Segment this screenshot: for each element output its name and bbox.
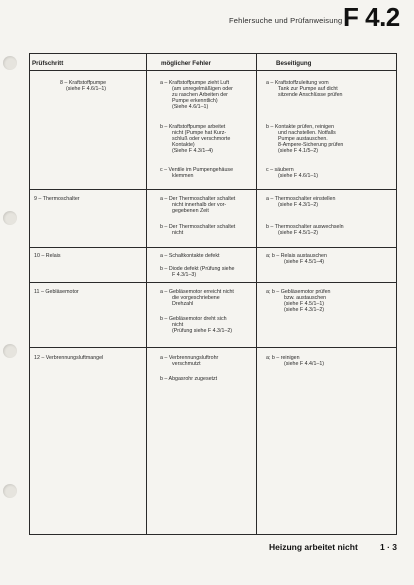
fix-cell: c – säubern (siehe F 4.6/1–1) bbox=[266, 167, 319, 180]
column-header-fault: möglicher Fehler bbox=[161, 60, 211, 67]
table-grid-line bbox=[396, 54, 397, 534]
header-separator bbox=[29, 70, 397, 71]
fix-cell: b – Thermoschalter auswechseln (siehe F 4.5/1–2) bbox=[266, 224, 344, 237]
binder-hole bbox=[3, 56, 17, 70]
fault-cell: b – Diode defekt (Prüfung siehe F 4.3/1–3) bbox=[160, 266, 235, 279]
fault-cell: a – Schaltkontakte defekt bbox=[160, 253, 220, 259]
fix-cell: a; b – Gebläsemotor prüfen bzw. austauschen (siehe F 4.5/1–1) (siehe F 4.3/1–2) bbox=[266, 289, 331, 314]
fix-cell: b – Kontakte prüfen, reinigen und nachstellen. Notfalls Pumpe austauschen. 8-Ampere-Sicherung prüfen (siehe F 4.1/5–2) bbox=[266, 124, 344, 155]
binder-hole bbox=[3, 484, 17, 498]
page-header-title: Fehlersuche und Prüfanweisung bbox=[229, 16, 343, 25]
column-header-fix: Beseitigung bbox=[276, 60, 312, 67]
table-grid-line bbox=[256, 54, 257, 534]
fault-cell: a – Kraftstoffpumpe zieht Luft (am unregelmäßigen oder zu raschen Arbeiten der Pumpe erkenntlich) (Siehe 4.6/1–1) bbox=[160, 80, 233, 111]
table-grid-line bbox=[146, 54, 147, 534]
fault-cell: a – Verbrennungsluftrohr verschmutzt bbox=[160, 355, 219, 368]
header-rule bbox=[29, 53, 397, 54]
binder-hole bbox=[3, 211, 17, 225]
fix-cell: a; b – reinigen (siehe F 4.4/1–1) bbox=[266, 355, 325, 368]
fix-cell: a – Thermoschalter einstellen (siehe F 4.3/1–2) bbox=[266, 196, 336, 209]
row-separator bbox=[29, 282, 397, 283]
fault-cell: b – Abgasrohr zugesetzt bbox=[160, 376, 218, 382]
step-cell: 8 – Kraftstoffpumpe (siehe F 4.6/1–1) bbox=[60, 80, 107, 93]
step-cell: 11 – Gebläsemotor bbox=[34, 289, 79, 295]
column-header-step: Prüfschritt bbox=[32, 60, 64, 67]
fault-cell: c – Ventile im Pumpengehäuse klemmen bbox=[160, 167, 234, 180]
fault-cell: b – Kraftstoffpumpe arbeitet nicht (Pumpe hat Kurz- schluß oder verschmorte Kontakte) (Siehe F 4.3/1–4) bbox=[160, 124, 231, 155]
fault-cell: a – Gebläsemotor erreicht nicht die vorgeschriebene Drehzahl bbox=[160, 289, 234, 308]
footer-title: Heizung arbeitet nicht bbox=[269, 542, 358, 552]
step-cell: 9 – Thermoschalter bbox=[34, 196, 80, 202]
step-cell: 12 – Verbrennungsluftmangel bbox=[34, 355, 104, 361]
fault-cell: b – Gebläsemotor dreht sich nicht (Prüfung siehe F 4.3/1–2) bbox=[160, 316, 233, 335]
fault-cell: b – Der Thermoschalter schaltet nicht bbox=[160, 224, 236, 237]
fault-cell: a – Der Thermoschalter schaltet nicht innerhalb der vor- gegebenen Zeit bbox=[160, 196, 236, 215]
fix-cell: a; b – Relais austauschen (siehe F 4.5/1–4) bbox=[266, 253, 327, 266]
row-separator bbox=[29, 189, 397, 190]
binder-hole bbox=[3, 344, 17, 358]
footer-rule bbox=[29, 534, 397, 535]
row-separator bbox=[29, 247, 397, 248]
row-separator bbox=[29, 347, 397, 348]
page-number: 1 · 3 bbox=[380, 542, 398, 552]
step-cell: 10 – Relais bbox=[34, 253, 61, 259]
table-grid-line bbox=[29, 54, 30, 534]
section-code: F 4.2 bbox=[343, 2, 400, 32]
fix-cell: a – Kraftstoffzuleitung vom Tank zur Pumpe auf dicht sitzende Anschlüsse prüfen bbox=[266, 80, 343, 99]
